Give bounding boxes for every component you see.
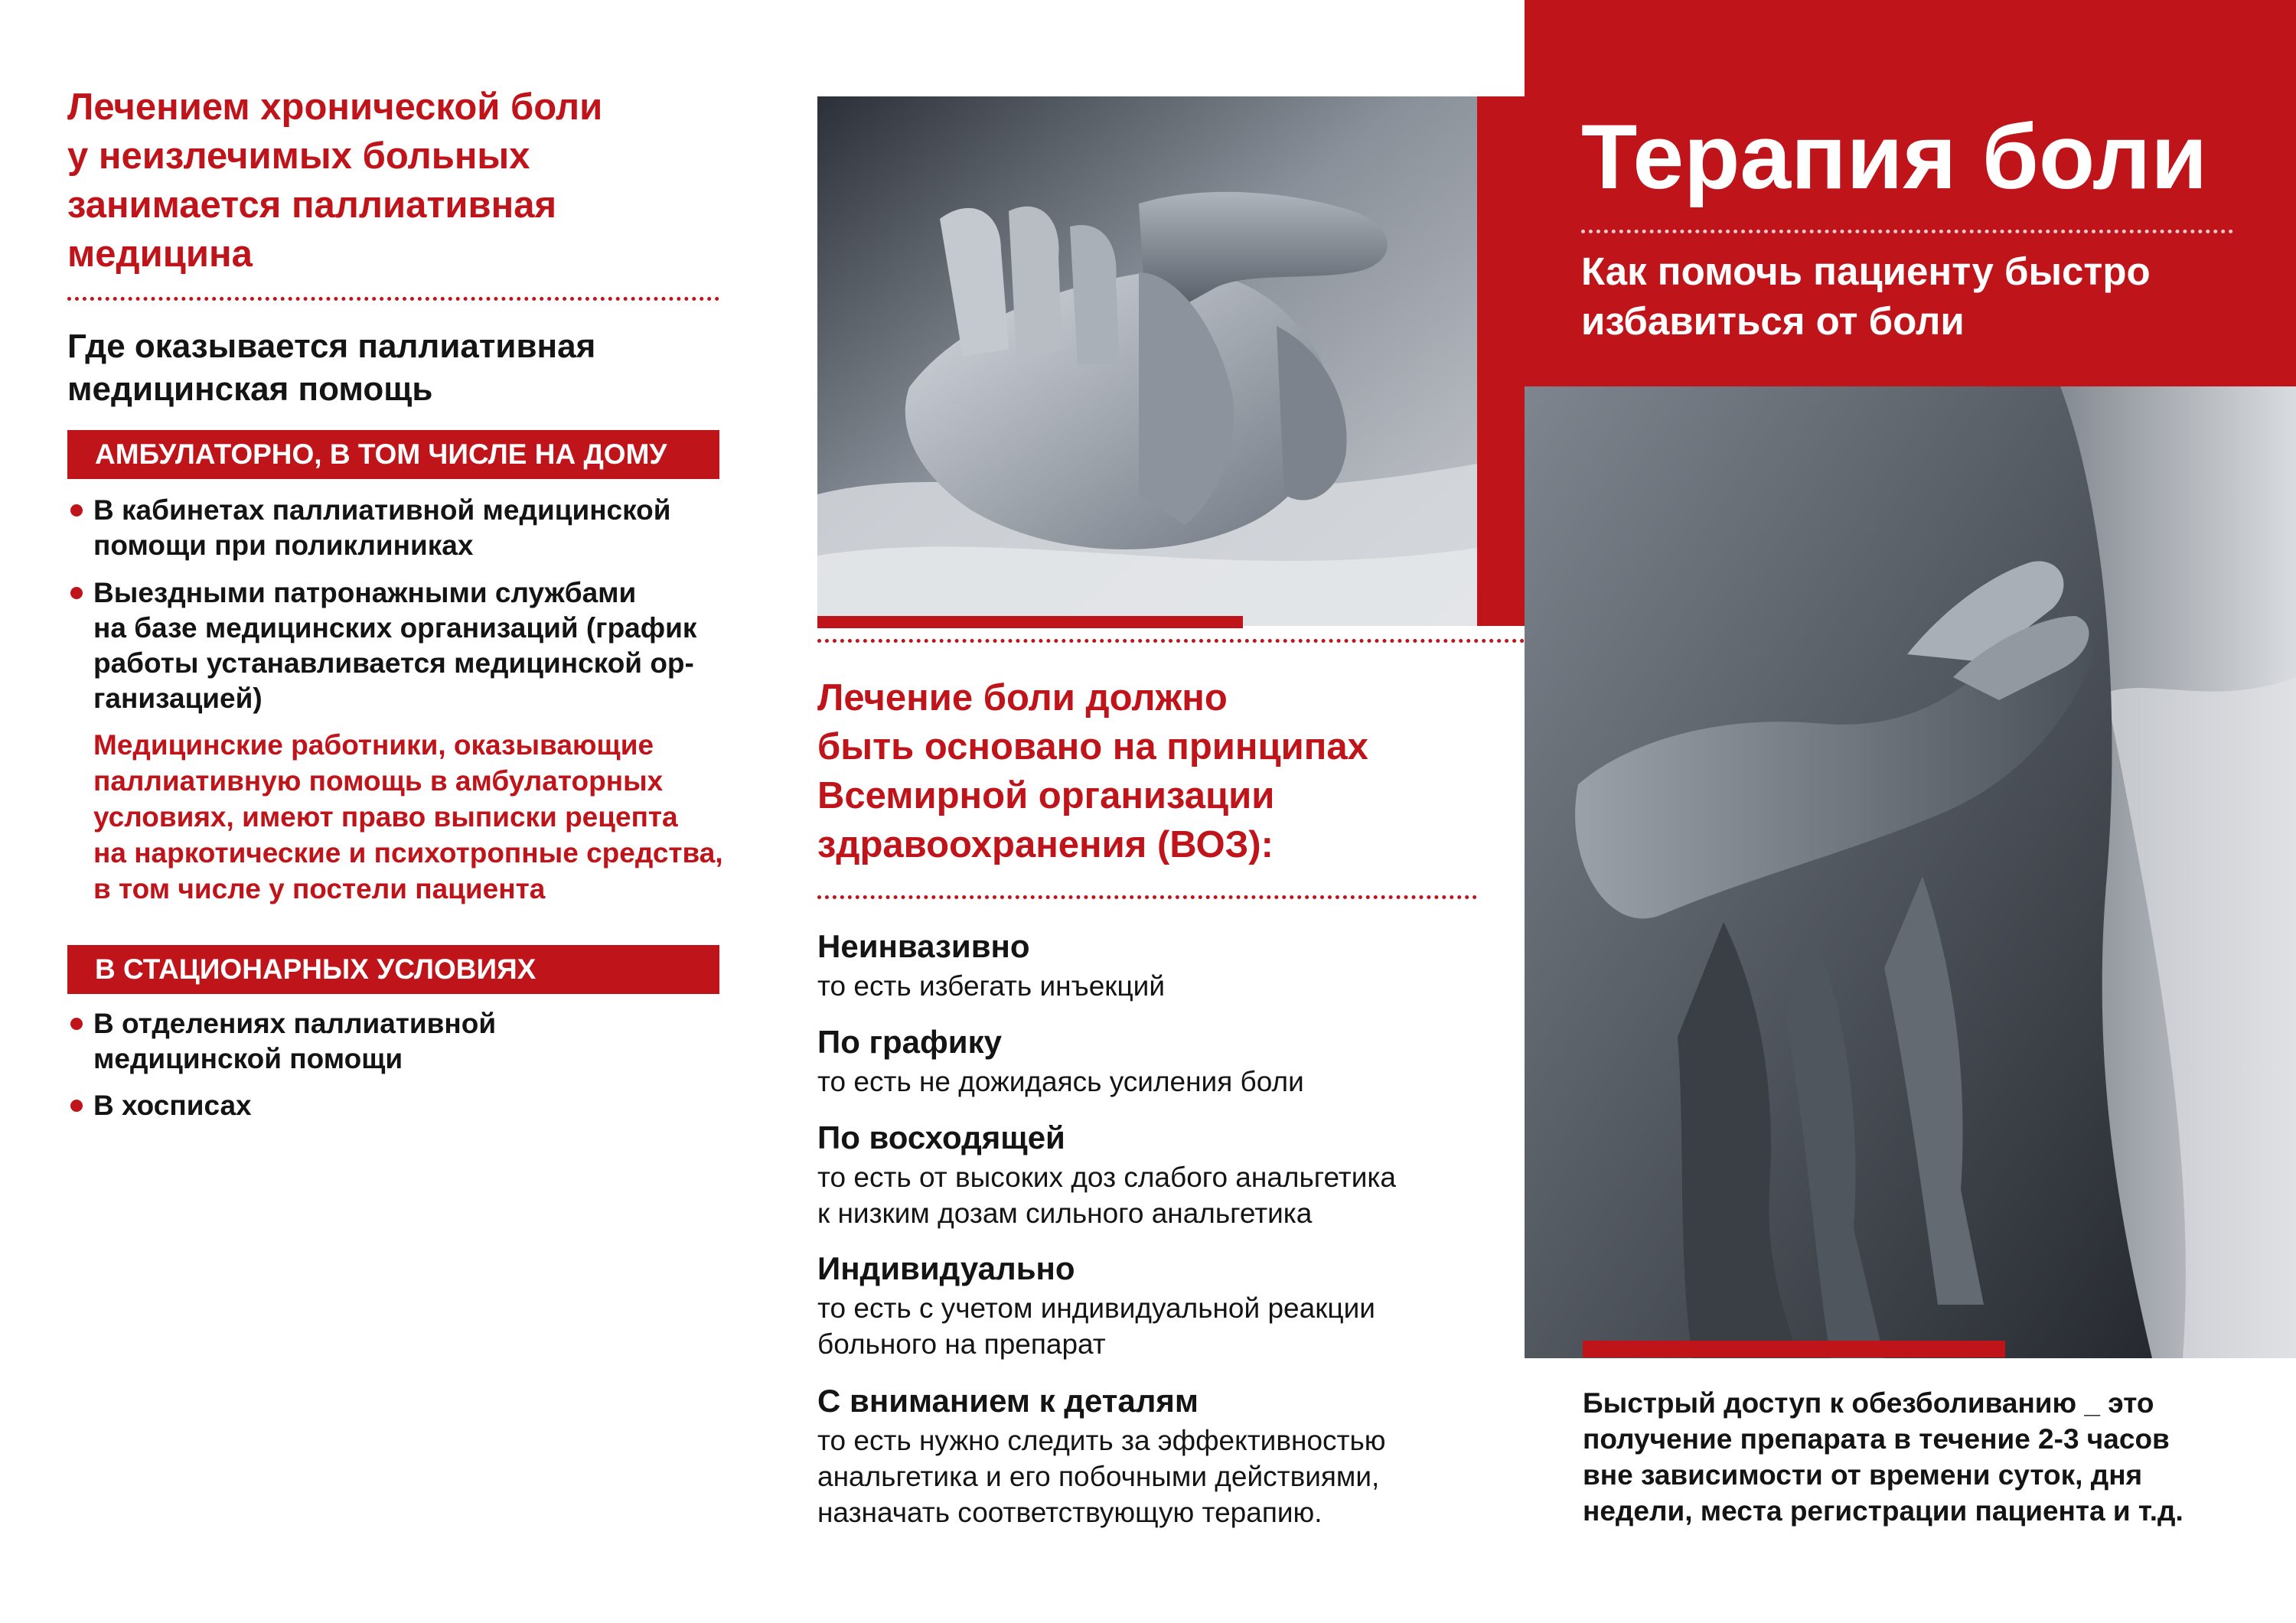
brochure-title: Терапия боли [1581, 106, 2208, 208]
left-heading [67, 83, 726, 279]
prescription-note-line: на наркотические и психотропные средства, [93, 837, 723, 869]
who-principles-heading-line: здравоохранения (ВОЗ): [817, 824, 1274, 865]
holding-hands-image [817, 96, 1477, 626]
red-accent-bar [817, 616, 1243, 628]
list-item-line: медицинской помощи [93, 1043, 403, 1074]
left-heading-line: медицина [67, 233, 253, 275]
list-item-line: В отделениях паллиативной [93, 1008, 497, 1039]
left-heading-line: у неизлечимых больных [67, 135, 530, 177]
principle-name: Неинвазивно [817, 928, 1030, 964]
principle-name: С вниманием к деталям [817, 1383, 1199, 1419]
principle-description [817, 1290, 1483, 1362]
principle-name: По графику [817, 1024, 1002, 1060]
outpatient-band: АМБУЛАТОРНО, В ТОМ ЧИСЛЕ НА ДОМУ [67, 430, 719, 479]
principle-name: Индивидуально [817, 1250, 1075, 1286]
who-principles-heading [817, 673, 1476, 869]
dotted-divider [817, 639, 1525, 643]
principle-description-line: то есть не дожидаясь усиления боли [817, 1066, 1304, 1097]
principle-description [817, 968, 1483, 1004]
principle-description [817, 1423, 1483, 1530]
list-item-line: Выездными патронажными службами [93, 577, 637, 608]
who-principles-heading-line: быть основано на принципах [817, 726, 1368, 768]
inpatient-band: В СТАЦИОНАРНЫХ УСЛОВИЯХ [67, 945, 719, 994]
principle-description [817, 1064, 1483, 1100]
principle-description-line: анальгетика и его побочными действиями, [817, 1461, 1380, 1492]
where-care-heading [67, 325, 726, 411]
fast-access-note-line: получение препарата в течение 2-3 часов [1583, 1423, 2170, 1455]
bullet-dot-icon [70, 587, 83, 599]
principle-description-line: то есть с учетом индивидуальной реакции [817, 1292, 1375, 1324]
fast-access-note-line: недели, места регистрации пациента и т.д. [1583, 1495, 2183, 1527]
prescription-note [93, 727, 729, 907]
list-item-line: помощи при поликлиниках [93, 530, 474, 561]
dotted-divider [1581, 230, 2233, 233]
list-item [93, 1006, 729, 1077]
bullet-dot-icon [70, 1018, 83, 1030]
principle-description-line: то есть избегать инъекций [817, 970, 1166, 1002]
mourning-statue-photo [1525, 386, 2296, 1358]
bullet-dot-icon [70, 1100, 83, 1112]
fast-access-note-line: вне зависимости от времени суток, дня [1583, 1459, 2143, 1491]
principle-description-line: к низким дозам сильного анальгетика [817, 1198, 1313, 1229]
who-principles-heading-line: Лечение боли должно [817, 677, 1228, 719]
list-item-line: на базе медицинских организаций (график [93, 612, 697, 644]
principle-description-line: то есть нужно следить за эффективностью [817, 1425, 1386, 1456]
principle-description-line: больного на препарат [817, 1328, 1106, 1360]
left-heading-line: Лечением хронической боли [67, 86, 603, 128]
dotted-divider [817, 895, 1477, 899]
holding-hands-photo [817, 96, 1477, 626]
bullet-dot-icon [70, 504, 83, 517]
list-item [93, 1088, 729, 1123]
principle-description-line: назначать соответствующую терапию. [817, 1497, 1322, 1528]
list-item [93, 575, 729, 716]
fast-access-note-line: Быстрый доступ к обезболиванию _ это [1583, 1387, 2154, 1419]
list-item-line: В кабинетах паллиативной медицинской [93, 494, 671, 526]
list-item-line: ганизацией) [93, 683, 263, 714]
brochure-subtitle-line: избавиться от боли [1581, 299, 1965, 343]
brochure-subtitle [1581, 246, 2285, 346]
principle-description-line: то есть от высоких доз слабого анальгетика [817, 1162, 1396, 1193]
prescription-note-line: паллиативную помощь в амбулаторных [93, 765, 664, 797]
prescription-note-line: условиях, имеют право выписки рецепта [93, 801, 678, 833]
where-care-heading-line: Где оказывается паллиативная [67, 328, 596, 365]
fast-access-note [1583, 1385, 2287, 1529]
left-heading-line: занимается паллиативная [67, 184, 557, 226]
principle-description [817, 1159, 1483, 1231]
where-care-heading-line: медицинская помощь [67, 370, 433, 408]
list-item-line: В хосписах [93, 1090, 252, 1121]
principle-name: По восходящей [817, 1119, 1065, 1155]
who-principles-heading-line: Всемирной организации [817, 775, 1275, 816]
list-item-line: работы устанавливается медицинской ор- [93, 647, 694, 679]
title-block-extension [1477, 96, 1525, 387]
brochure-subtitle-line: Как помочь пациенту быстро [1581, 249, 2151, 293]
red-accent-bar [1583, 1341, 2005, 1357]
mourning-statue-image [1525, 386, 2296, 1358]
prescription-note-line: Медицинские работники, оказывающие [93, 729, 654, 761]
list-item [93, 493, 729, 563]
prescription-note-line: в том числе у постели пациента [93, 873, 546, 904]
dotted-divider [67, 297, 719, 301]
